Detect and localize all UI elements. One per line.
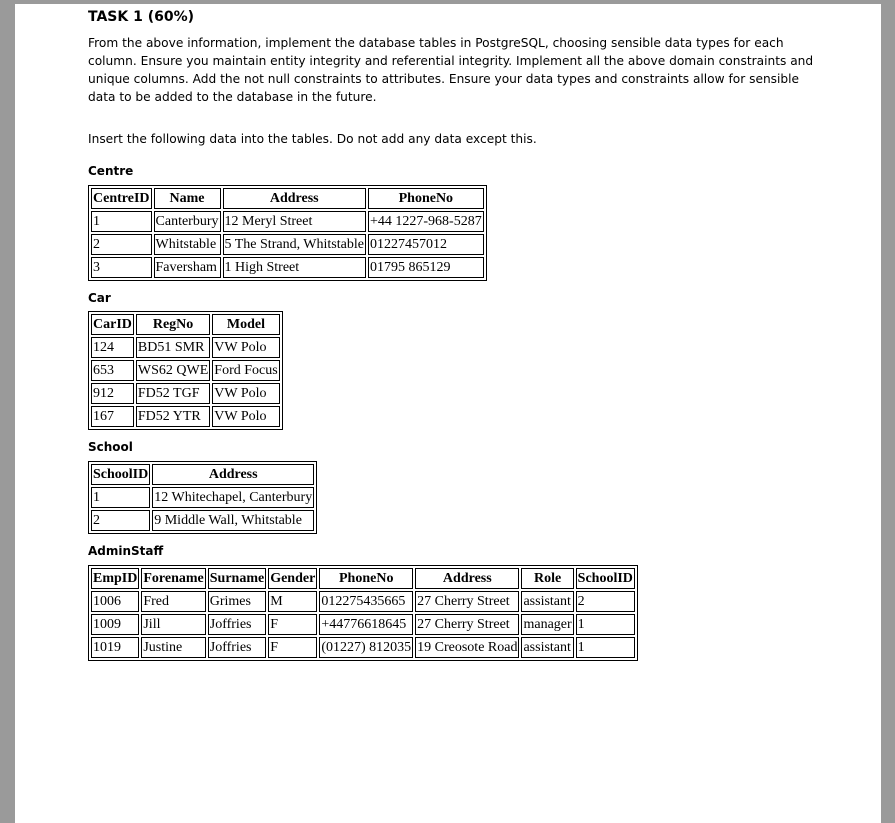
column-header: CentreID <box>91 188 152 209</box>
table-cell: Grimes <box>208 591 266 612</box>
table-cell: Jill <box>141 614 205 635</box>
table-cell: BD51 SMR <box>136 337 210 358</box>
table-row <box>91 510 314 531</box>
table-cell: 1 <box>576 637 635 658</box>
table-row <box>91 383 280 404</box>
table-cell: Ford Focus <box>212 360 279 381</box>
table-cell: 653 <box>91 360 134 381</box>
table-cell: 27 Cherry Street <box>415 591 519 612</box>
table-cell: VW Polo <box>212 337 279 358</box>
table-cell: 1006 <box>91 591 139 612</box>
column-header: SchoolID <box>91 464 150 485</box>
insert-instruction: Insert the following data into the tables. Do not add any data except this. <box>88 132 537 146</box>
column-header: Forename <box>141 568 205 589</box>
header-row <box>91 568 635 589</box>
table-cell: VW Polo <box>212 406 279 427</box>
table-cell: Joffries <box>208 614 266 635</box>
table-row <box>91 211 484 232</box>
task-paragraph: From the above information, implement the database tables in PostgreSQL, choosing sensible data types for each column. Ensure you maintain entity integrity and referential integrity. Implement all the above domain constraints and unique columns. Add the not null constraints to attributes. Ensure your data types and constraints allow for sensible data to be added to the database in the future. <box>88 36 814 104</box>
column-header: SchoolID <box>576 568 635 589</box>
column-header: Address <box>415 568 519 589</box>
table-cell: 1009 <box>91 614 139 635</box>
table-row <box>91 257 484 278</box>
table-row <box>91 591 635 612</box>
table-cell: FD52 YTR <box>136 406 210 427</box>
table-cell: 1019 <box>91 637 139 658</box>
table-cell: 12 Meryl Street <box>223 211 366 232</box>
table-cell: 27 Cherry Street <box>415 614 519 635</box>
table-cell: 2 <box>91 234 152 255</box>
table-cell: VW Polo <box>212 383 279 404</box>
column-header: Address <box>152 464 314 485</box>
column-header: Surname <box>208 568 266 589</box>
table-row <box>91 234 484 255</box>
table-cell: (01227) 812035 <box>319 637 413 658</box>
table-cell: 1 <box>91 487 150 508</box>
column-header: PhoneNo <box>368 188 484 209</box>
table-cell: 1 High Street <box>223 257 366 278</box>
table-cell: 1 <box>576 614 635 635</box>
table-cell: 124 <box>91 337 134 358</box>
adminstaff-table <box>88 565 638 661</box>
table-cell: 01227457012 <box>368 234 484 255</box>
header-row <box>91 464 314 485</box>
table-cell: assistant <box>521 637 573 658</box>
table-row <box>91 487 314 508</box>
column-header: CarID <box>91 314 134 335</box>
column-header: RegNo <box>136 314 210 335</box>
table-cell: Justine <box>141 637 205 658</box>
column-header: Model <box>212 314 279 335</box>
school-table <box>88 461 317 534</box>
school-table-label: School <box>88 440 133 454</box>
document-page <box>15 4 881 823</box>
table-cell: assistant <box>521 591 573 612</box>
column-header: Role <box>521 568 573 589</box>
table-row <box>91 337 280 358</box>
table-cell: Fred <box>141 591 205 612</box>
task-heading: TASK 1 (60%) <box>88 9 195 25</box>
table-cell: 19 Creosote Road <box>415 637 519 658</box>
header-row <box>91 188 484 209</box>
table-cell: 1 <box>91 211 152 232</box>
table-row <box>91 614 635 635</box>
table-cell: 912 <box>91 383 134 404</box>
table-cell: FD52 TGF <box>136 383 210 404</box>
car-table-label: Car <box>88 291 111 305</box>
table-cell: 2 <box>91 510 150 531</box>
table-cell: WS62 QWE <box>136 360 210 381</box>
table-cell: manager <box>521 614 573 635</box>
centre-table <box>88 185 487 281</box>
column-header: Gender <box>268 568 317 589</box>
table-cell: 12 Whitechapel, Canterbury <box>152 487 314 508</box>
header-row <box>91 314 280 335</box>
centre-table-label: Centre <box>88 164 134 178</box>
table-row <box>91 360 280 381</box>
column-header: PhoneNo <box>319 568 413 589</box>
table-cell: +44 1227-968-5287 <box>368 211 484 232</box>
table-cell: 012275435665 <box>319 591 413 612</box>
table-cell: +44776618645 <box>319 614 413 635</box>
car-table <box>88 311 283 430</box>
table-cell: 01795 865129 <box>368 257 484 278</box>
table-cell: Whitstable <box>154 234 221 255</box>
column-header: Address <box>223 188 366 209</box>
table-cell: 3 <box>91 257 152 278</box>
table-cell: 167 <box>91 406 134 427</box>
table-row <box>91 637 635 658</box>
column-header: Name <box>154 188 221 209</box>
table-cell: 9 Middle Wall, Whitstable <box>152 510 314 531</box>
table-cell: 5 The Strand, Whitstable <box>223 234 366 255</box>
table-cell: M <box>268 591 317 612</box>
table-cell: Canterbury <box>154 211 221 232</box>
column-header: EmpID <box>91 568 139 589</box>
table-cell: F <box>268 614 317 635</box>
table-cell: 2 <box>576 591 635 612</box>
adminstaff-table-label: AdminStaff <box>88 544 164 558</box>
table-cell: Joffries <box>208 637 266 658</box>
table-cell: Faversham <box>154 257 221 278</box>
table-row <box>91 406 280 427</box>
table-cell: F <box>268 637 317 658</box>
